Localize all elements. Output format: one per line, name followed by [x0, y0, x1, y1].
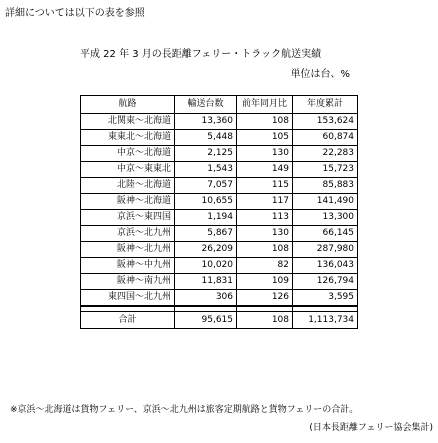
table-row [81, 130, 358, 146]
row-volume: 13,360 [175, 114, 237, 130]
table-row [81, 162, 358, 178]
row-volume: 5,448 [175, 130, 237, 146]
row-yoy: 109 [237, 274, 293, 290]
row-volume: 1,194 [175, 210, 237, 226]
row-volume: 5,867 [175, 226, 237, 242]
header-volume: 輸送台数 [175, 96, 237, 114]
row-yoy: 82 [237, 258, 293, 274]
table-row [81, 258, 358, 274]
source-credit: (日本長距離フェリー協会集計) [309, 423, 433, 433]
row-yoy: 108 [237, 242, 293, 258]
header-route: 航路 [81, 96, 175, 114]
row-volume: 1,543 [175, 162, 237, 178]
total-yoy: 108 [237, 312, 293, 329]
total-row [81, 312, 358, 329]
row-route: 阪神～北九州 [81, 242, 175, 258]
row-volume: 306 [175, 290, 237, 307]
row-yoy: 130 [237, 146, 293, 162]
table-title: 平成 22 年 3 月の長距離フェリー・トラック航送実績 [80, 49, 322, 60]
total-volume: 95,615 [175, 312, 237, 329]
row-volume: 10,655 [175, 194, 237, 210]
total-cumulative: 1,113,734 [293, 312, 358, 329]
row-cumulative: 13,300 [293, 210, 358, 226]
row-cumulative: 60,874 [293, 130, 358, 146]
table-row [81, 274, 358, 290]
row-route: 北陸～北海道 [81, 178, 175, 194]
row-yoy: 130 [237, 226, 293, 242]
header-yoy: 前年同月比 [237, 96, 293, 114]
row-cumulative: 136,043 [293, 258, 358, 274]
table-row [81, 178, 358, 194]
row-cumulative: 66,145 [293, 226, 358, 242]
unit-label: 単位は台、% [290, 69, 350, 80]
row-volume: 11,831 [175, 274, 237, 290]
table-row [81, 290, 358, 307]
row-cumulative: 141,490 [293, 194, 358, 210]
row-yoy: 113 [237, 210, 293, 226]
row-cumulative: 287,980 [293, 242, 358, 258]
header-cumulative: 年度累計 [293, 96, 358, 114]
row-yoy: 115 [237, 178, 293, 194]
row-route: 京浜～東四国 [81, 210, 175, 226]
table-row [81, 194, 358, 210]
ferry-results-table [80, 95, 358, 329]
row-route: 阪神～中九州 [81, 258, 175, 274]
row-cumulative: 22,283 [293, 146, 358, 162]
row-route: 北関東～北海道 [81, 114, 175, 130]
table-row [81, 210, 358, 226]
table-body [81, 114, 358, 307]
intro-text: 詳細については以下の表を参照 [5, 8, 145, 19]
row-route: 東四国～北九州 [81, 290, 175, 307]
row-yoy: 117 [237, 194, 293, 210]
row-volume: 10,020 [175, 258, 237, 274]
row-cumulative: 3,595 [293, 290, 358, 307]
table-row [81, 226, 358, 242]
row-yoy: 108 [237, 114, 293, 130]
row-yoy: 149 [237, 162, 293, 178]
row-volume: 2,125 [175, 146, 237, 162]
row-route: 阪神～北海道 [81, 194, 175, 210]
row-route: 中京～東東北 [81, 162, 175, 178]
row-volume: 26,209 [175, 242, 237, 258]
row-volume: 7,057 [175, 178, 237, 194]
row-yoy: 126 [237, 290, 293, 307]
row-route: 東東北～北海道 [81, 130, 175, 146]
row-route: 京浜～北九州 [81, 226, 175, 242]
row-cumulative: 153,624 [293, 114, 358, 130]
table-row [81, 242, 358, 258]
row-route: 阪神～南九州 [81, 274, 175, 290]
row-cumulative: 85,883 [293, 178, 358, 194]
row-route: 中京～北海道 [81, 146, 175, 162]
table-row [81, 146, 358, 162]
table-row [81, 114, 358, 130]
footnote: ※京浜～北海道は貨物フェリー、京浜～北九州は旅客定期航路と貨物フェリーの合計。 [10, 405, 359, 415]
total-label: 合計 [81, 312, 175, 329]
row-yoy: 105 [237, 130, 293, 146]
row-cumulative: 126,794 [293, 274, 358, 290]
row-cumulative: 15,723 [293, 162, 358, 178]
table-header-row [81, 96, 358, 114]
